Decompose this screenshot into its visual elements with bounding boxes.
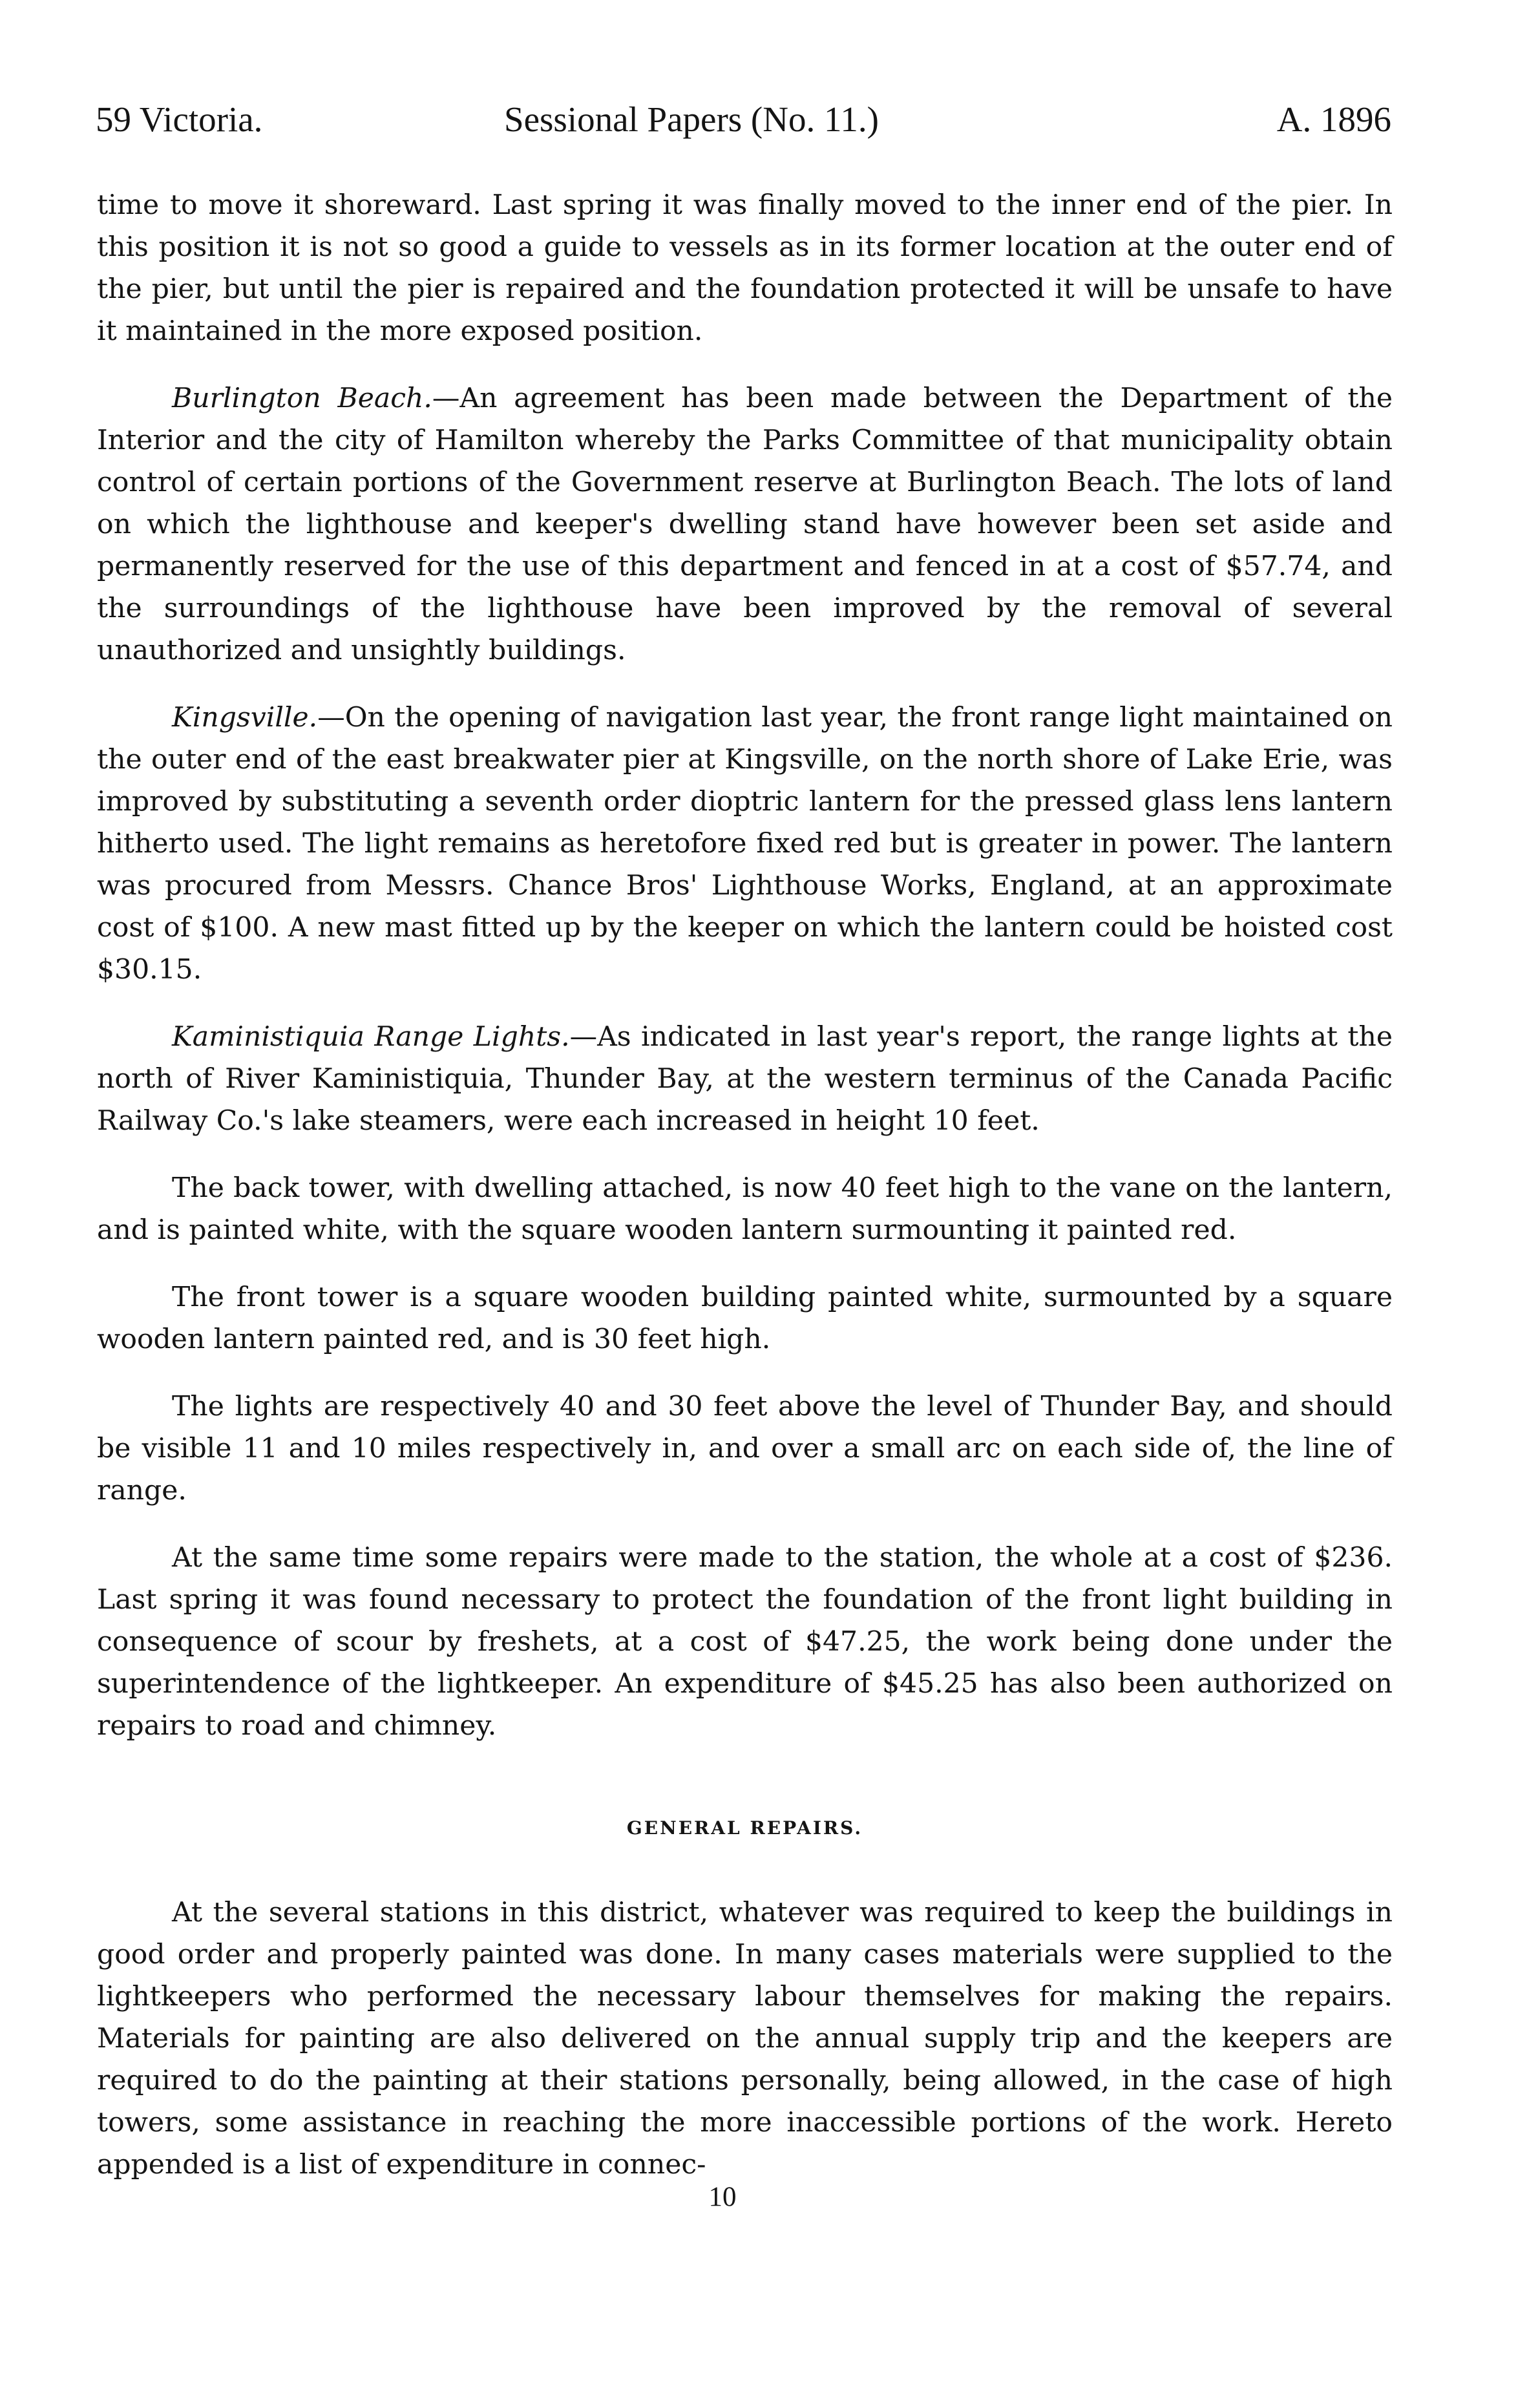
header-year: A. 1896 bbox=[1276, 100, 1391, 139]
paragraph-kingsville bbox=[97, 697, 1393, 991]
paragraph-text: —As indicated in last year's report, the range lights at the north of River Kaministiquia, Thunder Bay, at the western terminus of the Canada Pacific Railway Co.'s lake steamers, were each increased in height 10 feet. bbox=[97, 1021, 1393, 1137]
paragraph-text: —On the opening of navigation last year, the front range light maintained on the outer end of the east breakwater pier at Kingsville, on the north shore of Lake Erie, was improved by substituting a seventh order dioptric lantern for the pressed glass lens lantern hitherto used. The light remains as heretofore fixed red but is greater in power. The lantern was procured from Messrs. Chance Bros' Lighthouse Works, England, at an approximate cost of $100. A new mast fitted up by the keeper on which the lantern could be hoisted cost $30.15. bbox=[97, 702, 1393, 986]
paragraph-text: —An agreement has been made between the Department of the Interior and the city of Hamilton whereby the Parks Committee of that municipality obtain control of certain portions of the Government reserve at Burlington Beach. The lots of land on which the lighthouse and keeper's dwelling stand have however been set aside and permanently reserved for the use of this department and fenced in at a cost of $57.74, and the surroundings of the lighthouse have been improved by the removal of several unauthorized and unsightly buildings. bbox=[97, 383, 1393, 666]
paragraph-text: time to move it shoreward. Last spring it was finally moved to the inner end of the pier. In this position it is not so good a guide to vessels as in its former location at the outer end of the pier, but until the pier is repaired and the foundation protected it will be unsafe to have it maintained in the more exposed position. bbox=[97, 189, 1393, 347]
header-title: Sessional Papers (No. 11.) bbox=[504, 100, 879, 139]
paragraph-lead: Kaministiquia Range Lights. bbox=[172, 1021, 570, 1053]
paragraph-text: The back tower, with dwelling attached, is now 40 feet high to the vane on the lantern, and is painted white, with the square wooden lantern surmounting it painted red. bbox=[97, 1172, 1393, 1246]
paragraph-text: At the several stations in this district, whatever was required to keep the buildings in good order and properly painted was done. In many cases materials were supplied to the lightkeepers who performed the necessary labour themselves for making the repairs. Materials for painting are also delivered on the annual supply trip and the keepers are required to do the painting at their stations personally, being allowed, in the case of high towers, some assistance in reaching the more inaccessible portions of the work. Hereto appended is a list of expenditure in connec- bbox=[97, 1897, 1393, 2181]
page-body bbox=[97, 184, 1393, 2211]
header-session: 59 Victoria. bbox=[96, 100, 263, 139]
paragraph-continuation bbox=[97, 184, 1393, 352]
paragraph-text: The front tower is a square wooden building painted white, surmounted by a square wooden lantern painted red, and is 30 feet high. bbox=[97, 1282, 1393, 1355]
paragraph-repairs-cost bbox=[97, 1537, 1393, 1747]
running-header bbox=[96, 94, 1391, 145]
paragraph-back-tower bbox=[97, 1167, 1393, 1251]
paragraph-front-tower bbox=[97, 1276, 1393, 1360]
paragraph-lights-visibility bbox=[97, 1386, 1393, 1512]
paragraph-text: At the same time some repairs were made to the station, the whole at a cost of $236. Last spring it was found necessary to protect the foundation of the front light building in consequence of scour by freshets, at a cost of $47.25, the work being done under the superintendence of the lightkeeper. An expenditure of $45.25 has also been authorized on repairs to road and chimney. bbox=[97, 1542, 1393, 1742]
paragraph-text: The lights are respectively 40 and 30 feet above the level of Thunder Bay, and should be visible 11 and 10 miles respectively in, and over a small arc on each side of, the line of range. bbox=[97, 1391, 1393, 1506]
page-number: 10 bbox=[708, 2182, 737, 2212]
paragraph-lead: Kingsville. bbox=[172, 702, 318, 734]
paragraph-kaministiquia bbox=[97, 1016, 1393, 1142]
section-heading: GENERAL REPAIRS. bbox=[626, 1817, 863, 1839]
paragraph-burlington-beach bbox=[97, 377, 1393, 671]
paragraph-general-repairs bbox=[97, 1892, 1393, 2186]
paragraph-lead: Burlington Beach. bbox=[172, 383, 432, 414]
